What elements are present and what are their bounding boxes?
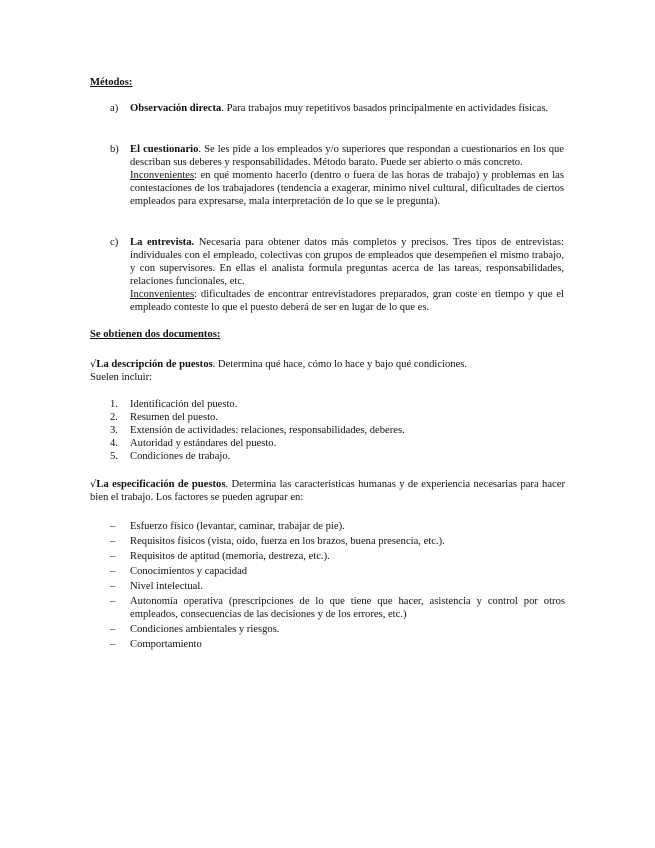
list-item-text: Resumen del puesto. xyxy=(130,412,218,423)
especificacion-list xyxy=(110,520,565,653)
list-marker-a: a) xyxy=(110,103,119,114)
descripcion-text: . Determina qué hace, cómo lo hace y bajo qué condiciones. xyxy=(212,359,468,370)
cuestionario-drawbacks xyxy=(130,169,564,208)
especificacion-title: La especificación de puestos xyxy=(96,479,226,490)
descripcion-block xyxy=(90,358,565,384)
list-item-number: 2. xyxy=(110,412,118,423)
dash-bullet: – xyxy=(110,639,116,650)
list-item xyxy=(110,595,565,621)
dash-bullet: – xyxy=(110,581,116,592)
list-item-text: Conocimientos y capacidad xyxy=(130,566,248,577)
descripcion-intro: Suelen incluir: xyxy=(90,372,153,383)
list-item-text: Identificación del puesto. xyxy=(130,399,238,410)
list-item-text: Comportamiento xyxy=(130,639,202,650)
entrevista-drawbacks-text: : dificultades de encontrar entrevistadores preparados, gran coste en tiempo y que el empleado conteste lo que el puesto deberá de ser en lugar de lo que es. xyxy=(130,289,564,313)
list-item-text: Autoridad y estándares del puesto. xyxy=(130,438,277,449)
dash-bullet: – xyxy=(110,521,116,532)
cuestionario-drawbacks-label: Inconvenientes xyxy=(130,170,195,181)
list-item-number: 5. xyxy=(110,451,118,462)
metodo-entrevista xyxy=(130,236,564,314)
descripcion-title: La descripción de puestos xyxy=(96,359,213,370)
cuestionario-drawbacks-text: : en qué momento hacerlo (dentro o fuera de las horas de trabajo) y problemas en las contestaciones de los trabajadores (tendencia a exagerar, mínimo nivel cultural, dificultades de ciertos empleados para expresarse, mala interpretación de lo que se le pregunta). xyxy=(130,170,564,207)
list-item-number: 1. xyxy=(110,399,118,410)
list-marker-c: c) xyxy=(110,237,119,248)
list-item-number: 4. xyxy=(110,438,118,449)
metodo-cuestionario xyxy=(130,143,564,208)
list-item xyxy=(110,520,565,533)
list-item-text: Autonomía operativa (prescripciones de lo que tiene que hacer, asistencia y control por otros empleados, consecuencias de las decisiones y de los errores, etc.) xyxy=(130,596,565,620)
list-item-text: Esfuerzo físico (levantar, caminar, trabajar de pie). xyxy=(130,521,345,532)
metodo-entrevista-title: La entrevista. xyxy=(130,237,195,248)
metodo-cuestionario-title: El cuestionario xyxy=(130,144,199,155)
especificacion-block xyxy=(90,478,565,504)
list-item xyxy=(110,565,565,578)
metodos-heading: Métodos: xyxy=(90,77,133,88)
metodo-entrevista-text: Necesaria para obtener datos más completos y precisos. Tres tipos de entrevistas: individuales con el empleado, colectivas con grupos de empleados que desempeñen el mismo trabajo, y con supervisores. En ellas el analista formula preguntas acerca de las tareas, responsabilidades, relaciones funcionales, etc. xyxy=(130,237,564,287)
metodo-observacion xyxy=(130,102,564,115)
list-item xyxy=(110,550,565,563)
dash-bullet: – xyxy=(110,624,116,635)
documentos-heading: Se obtienen dos documentos: xyxy=(90,329,221,340)
list-item xyxy=(110,580,565,593)
metodo-observacion-title: Observación directa xyxy=(130,103,222,114)
dash-bullet: – xyxy=(110,536,116,547)
list-item-text: Condiciones de trabajo. xyxy=(130,451,231,462)
list-marker-b: b) xyxy=(110,144,119,155)
list-item-text: Condiciones ambientales y riesgos. xyxy=(130,624,280,635)
list-item xyxy=(110,623,565,636)
list-item xyxy=(110,535,565,548)
list-item xyxy=(110,638,565,651)
dash-bullet: – xyxy=(110,596,116,607)
metodo-cuestionario-text: . Se les pide a los empleados y/o superiores que respondan a cuestionarios en los que describan sus deberes y responsabilidades. Método barato. Puede ser abierto o más concreto. xyxy=(130,144,564,168)
dash-bullet: – xyxy=(110,566,116,577)
list-item-text: Requisitos de aptitud (memoria, destreza, etc.). xyxy=(130,551,330,562)
list-item-text: Nivel intelectual. xyxy=(130,581,203,592)
list-item-number: 3. xyxy=(110,425,118,436)
entrevista-drawbacks xyxy=(130,288,564,314)
especificacion-text: . Determina las características humanas y de experiencia necesarias para hacer bien el trabajo. Los factores se pueden agrupar en: xyxy=(90,479,565,503)
dash-bullet: – xyxy=(110,551,116,562)
metodo-observacion-text: . Para trabajos muy repetitivos basados principalmente en actividades físicas. xyxy=(221,103,549,114)
checkmark-icon: √ xyxy=(90,479,97,490)
list-item-text: Requisitos físicos (vista, oído, fuerza en los brazos, buena presencia, etc.). xyxy=(130,536,445,547)
checkmark-icon: √ xyxy=(90,359,97,370)
entrevista-drawbacks-label: Inconvenientes xyxy=(130,289,195,300)
list-item-text: Extensión de actividades: relaciones, responsabilidades, deberes. xyxy=(130,425,405,436)
